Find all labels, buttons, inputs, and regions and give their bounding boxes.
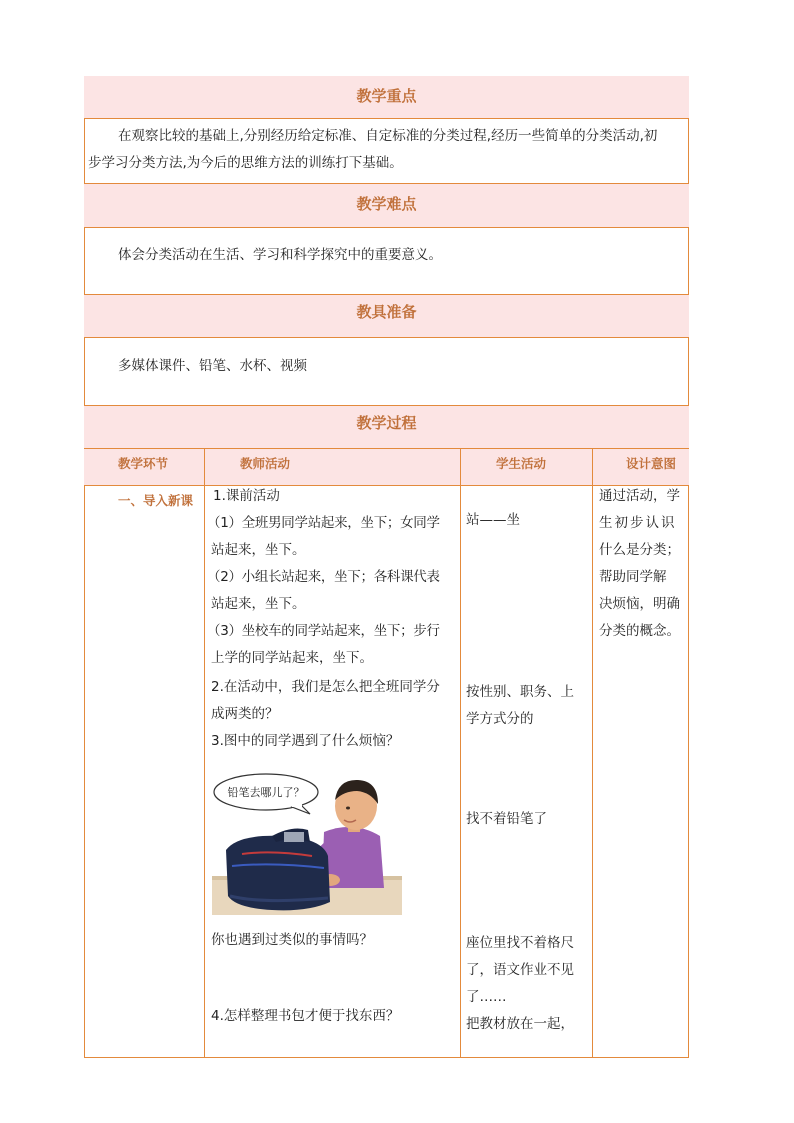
teacher-line: 上学的同学站起来，坐下。 <box>211 650 373 666</box>
teacher-line: 你也遇到过类似的事情吗？ <box>211 932 373 948</box>
section-title: 教学重点 <box>356 87 417 105</box>
teacher-line: （3）坐校车的同学站起来，坐下；步行 <box>207 623 440 639</box>
intent-line: 通过活动，学 <box>599 488 680 504</box>
column-divider <box>204 449 205 1058</box>
stage-label: 一、导入新课 <box>118 493 194 508</box>
section-body-materials <box>84 338 689 405</box>
column-header-stage: 教学环节 <box>118 456 169 471</box>
column-divider <box>460 449 461 1058</box>
intent-line: 分类的概念。 <box>599 623 680 639</box>
teacher-line: 3.图中的同学遇到了什么烦恼？ <box>211 733 400 749</box>
student-line: 站——坐 <box>466 512 520 528</box>
column-header-row <box>84 449 689 486</box>
boy-backpack-illustration <box>212 770 402 915</box>
body-line: 步学习分类方法,为今后的思维方法的训练打下基础。 <box>88 155 403 171</box>
intent-line: 决烦恼，明确 <box>599 596 680 612</box>
intent-line: 帮助同学解 <box>599 569 667 585</box>
teacher-line: 2.在活动中，我们是怎么把全班同学分 <box>211 679 440 695</box>
student-line: 找不着铅笔了 <box>466 811 547 827</box>
section-header-focus <box>84 76 689 119</box>
section-title: 教学过程 <box>356 414 417 432</box>
column-header-teacher: 教师活动 <box>240 456 291 471</box>
student-line: 学方式分的 <box>466 711 534 727</box>
body-line: 体会分类活动在生活、学习和科学探究中的重要意义。 <box>118 247 442 263</box>
section-title: 教学难点 <box>356 195 417 213</box>
section-header-difficulty <box>84 183 689 228</box>
teacher-line: 4.怎样整理书包才便于找东西？ <box>211 1008 400 1024</box>
body-line: 在观察比较的基础上,分别经历给定标准、自定标准的分类过程,经历一些简单的分类活动,初 <box>118 128 658 144</box>
student-line: 把教材放在一起， <box>466 1016 574 1032</box>
teacher-line: （1）全班男同学站起来，坐下；女同学 <box>207 515 440 531</box>
student-line: 了…… <box>466 989 507 1005</box>
section-header-process <box>84 405 689 449</box>
column-divider <box>592 449 593 1058</box>
section-body-focus <box>84 119 689 183</box>
teacher-line: 站起来，坐下。 <box>211 542 306 558</box>
teacher-line: （2）小组长站起来，坐下；各科课代表 <box>207 569 440 585</box>
student-line: 了，语文作业不见 <box>466 962 574 978</box>
body-line: 多媒体课件、铅笔、水杯、视频 <box>118 358 307 374</box>
section-body-difficulty <box>84 228 689 294</box>
teacher-line: 1.课前活动 <box>213 488 280 504</box>
intent-line: 生初步认识 <box>599 515 677 531</box>
column-header-intent: 设计意图 <box>626 456 677 471</box>
student-line: 按性别、职务、上 <box>466 684 574 700</box>
section-title: 教具准备 <box>356 303 417 321</box>
teacher-line: 站起来，坐下。 <box>211 596 306 612</box>
student-line: 座位里找不着格尺 <box>466 935 574 951</box>
teacher-line: 成两类的？ <box>211 706 279 722</box>
column-header-student: 学生活动 <box>496 456 547 471</box>
speech-bubble-text: 铅笔去哪儿了？ <box>227 786 305 799</box>
boy-backpack-image <box>212 770 402 915</box>
intent-line: 什么是分类； <box>599 542 680 558</box>
section-header-materials <box>84 294 689 338</box>
